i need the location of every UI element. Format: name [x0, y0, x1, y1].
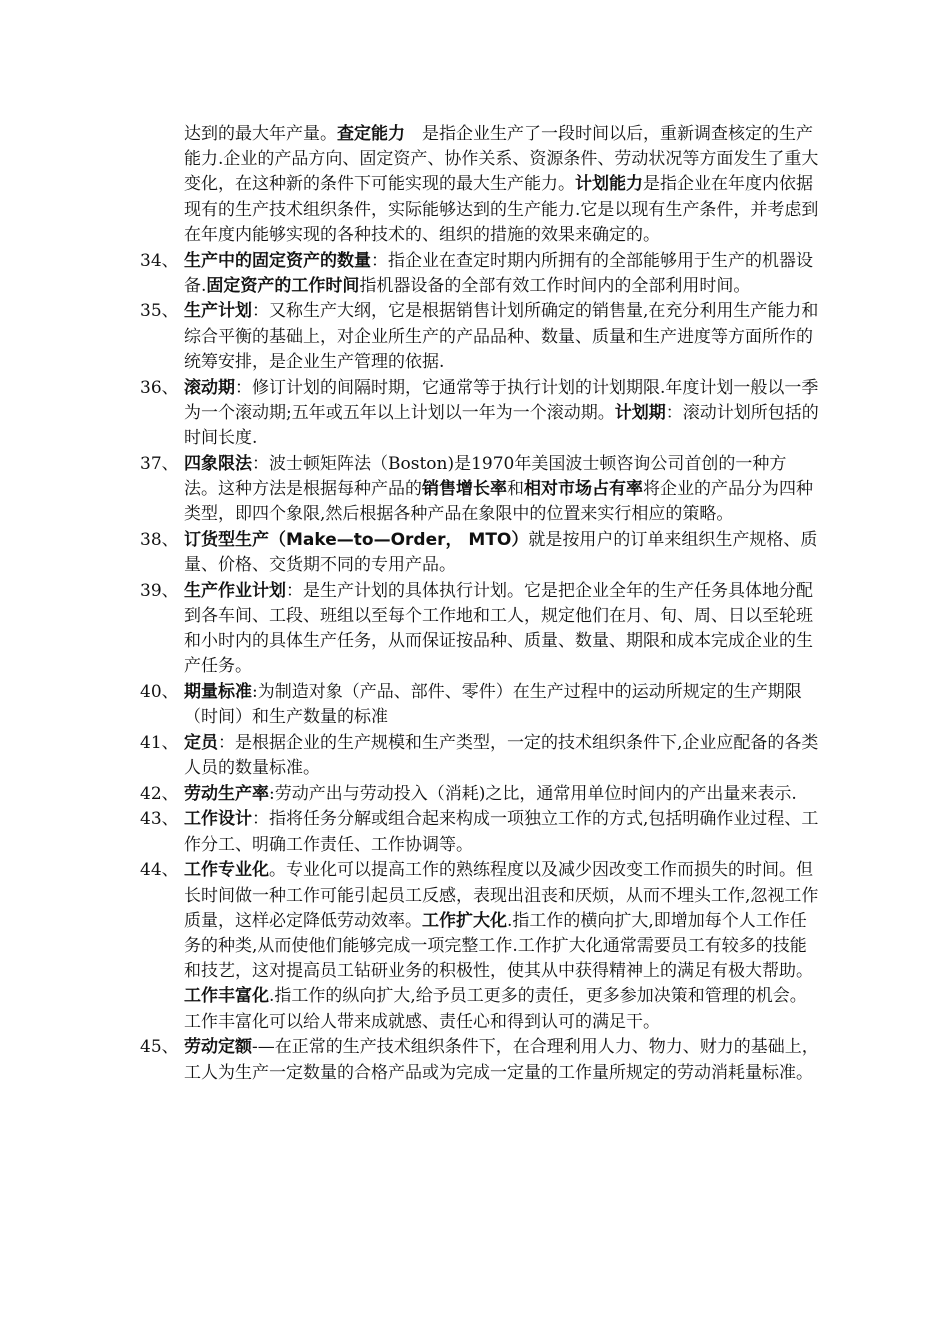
term-heading: 工作扩大化 [422, 910, 507, 931]
list-item [140, 731, 820, 781]
definition-text: ：滚动计划所包括的时间长度. [184, 402, 819, 448]
item-number: 43、 [140, 809, 179, 830]
list-item [140, 680, 820, 730]
item-number: 35、 [140, 301, 179, 322]
list-item [140, 1035, 820, 1085]
definition-text: ：修订计划的间隔时期，它通常等于执行计划的计划期限.年度计划一般以一季为一个滚动期;五年或五年以上计划以一年为一个滚动期。 [184, 377, 819, 423]
definition-text: ：是生产计划的具体执行计划。它是把企业全年的生产任务具体地分配到各车间、工段、班组以至每个工作地和工人，规定他们在月、旬、周、日以至轮班和小时内的具体生产任务，从而保证按品种、质量、数量、期限和成本完成企业的生产任务。 [184, 580, 813, 677]
definition-text: ：指企业在查定时期内所拥有的全部能够用于生产的机器设备. [184, 250, 813, 296]
definition-text: -—在正常的生产技术组织条件下，在合理利用人力、物力、财力的基础上，工人为生产一定数量的合格产品或为完成一定量的工作量所规定的劳动消耗量标准。 [184, 1037, 819, 1083]
term-heading: 滚动期 [184, 377, 235, 398]
definition-text: .指工作的横向扩大,即增加每个人工作任务的种类,从而使他们能够完成一项完整工作.工作扩大化通常需要员工有较多的技能和技艺，这对提高员工钻研业务的积极性，使其从中获得精神上的满足有极大帮助。 [184, 910, 813, 982]
definition-list [140, 249, 820, 1086]
term-heading: 生产计划 [184, 301, 252, 322]
item-number: 45、 [140, 1037, 179, 1058]
term-heading: 计划能力 [575, 174, 643, 195]
definition-text: ：波士顿矩阵法（Boston)是1970年美国波士顿咨询公司首创的一种方法。这种方法是根据每种产品的 [184, 453, 787, 499]
term-heading: 销售增长率 [422, 478, 507, 499]
definition-text: 就是按用户的订单来组织生产规格、质量、价格、交货期不同的专用产品。 [184, 529, 818, 575]
term-heading: 订货型生产（Make—to—Order， MTO） [184, 529, 529, 550]
definition-text: 是指企业在年度内依据现有的生产技术组织条件，实际能够达到的生产能力.它是以现有生产条件，并考虑到在年度内能够实现的各种技术的、组织的措施的效果来确定的。 [184, 174, 819, 245]
list-item [140, 579, 820, 680]
term-heading: 计划期 [614, 402, 666, 423]
intro-paragraph [140, 122, 820, 248]
item-number: 42、 [140, 783, 179, 804]
term-heading: 固定资产的工作时间 [206, 275, 360, 296]
item-number: 38、 [140, 529, 179, 550]
term-heading: 期量标准 [184, 681, 252, 702]
definition-text: 。专业化可以提高工作的熟练程度以及减少因改变工作而损失的时间。但长时间做一种工作可能引起员工反感，表现出沮丧和厌烦，从而不埋头工作,忽视工作质量，这样必定降低劳动效率。 [184, 860, 819, 931]
document-body [140, 122, 820, 1086]
term-heading: 查定能力 [337, 124, 405, 144]
term-heading: 工作设计 [184, 809, 252, 830]
list-item [140, 528, 820, 578]
term-heading: 劳动生产率 [184, 783, 269, 804]
item-number: 36、 [140, 377, 179, 398]
list-item [140, 249, 820, 299]
definition-text: :为制造对象（产品、部件、零件）在生产过程中的运动所规定的生产期限（时间）和生产数量的标准 [184, 681, 802, 728]
term-heading: 生产作业计划 [184, 580, 286, 601]
definition-text: ：又称生产大纲，它是根据销售计划所确定的销售量,在充分利用生产能力和综合平衡的基础上，对企业所生产的产品品种、数量、质量和生产进度等方面所作的统筹安排，是企业生产管理的依据. [184, 301, 819, 372]
definition-text: 指机器设备的全部有效工作时间内的全部利用时间。 [359, 275, 751, 296]
list-item [140, 452, 820, 528]
definition-text: ：指将任务分解或组合起来构成一项独立工作的方式,包括明确作业过程、工作分工、明确工作责任、工作协调等。 [184, 809, 819, 855]
term-heading: 定员 [184, 732, 218, 753]
definition-text: 将企业的产品分为四种类型，即四个象限,然后根据各种产品在象限中的位置来实行相应的策略。 [184, 478, 813, 525]
list-item [140, 858, 820, 1034]
definition-text: 是指企业生产了一段时间以后，重新调查核定的生产能力.企业的产品方向、固定资产、协作关系、资源条件、劳动状况等方面发生了重大变化，在这种新的条件下可能实现的最大生产能力。 [184, 124, 819, 195]
list-item [140, 807, 820, 857]
item-number: 34、 [140, 250, 179, 271]
list-item [140, 782, 820, 807]
term-heading: 四象限法 [184, 453, 252, 474]
definition-text: 和 [507, 478, 524, 499]
term-heading: 相对市场占有率 [524, 478, 643, 499]
definition-text: :劳动产出与劳动投入（消耗)之比，通常用单位时间内的产出量来表示. [269, 783, 797, 804]
item-number: 44、 [140, 860, 179, 881]
term-heading: 工作专业化 [184, 860, 269, 881]
item-number: 37、 [140, 453, 179, 474]
definition-text: ：是根据企业的生产规模和生产类型，一定的技术组织条件下,企业应配备的各类人员的数量标准。 [184, 732, 819, 779]
item-number: 39、 [140, 580, 179, 601]
term-heading: 工作丰富化 [184, 986, 269, 1007]
item-number: 41、 [140, 732, 179, 753]
definition-text: 达到的最大年产量。 [184, 124, 337, 144]
list-item [140, 376, 820, 452]
item-number: 40、 [140, 681, 179, 702]
term-heading: 生产中的固定资产的数量 [184, 250, 371, 271]
list-item [140, 299, 820, 375]
definition-text: .指工作的纵向扩大,给予员工更多的责任，更多参加决策和管理的机会。工作丰富化可以给人带来成就感、责任心和得到认可的满足干。 [184, 986, 807, 1032]
term-heading: 劳动定额 [184, 1037, 252, 1058]
